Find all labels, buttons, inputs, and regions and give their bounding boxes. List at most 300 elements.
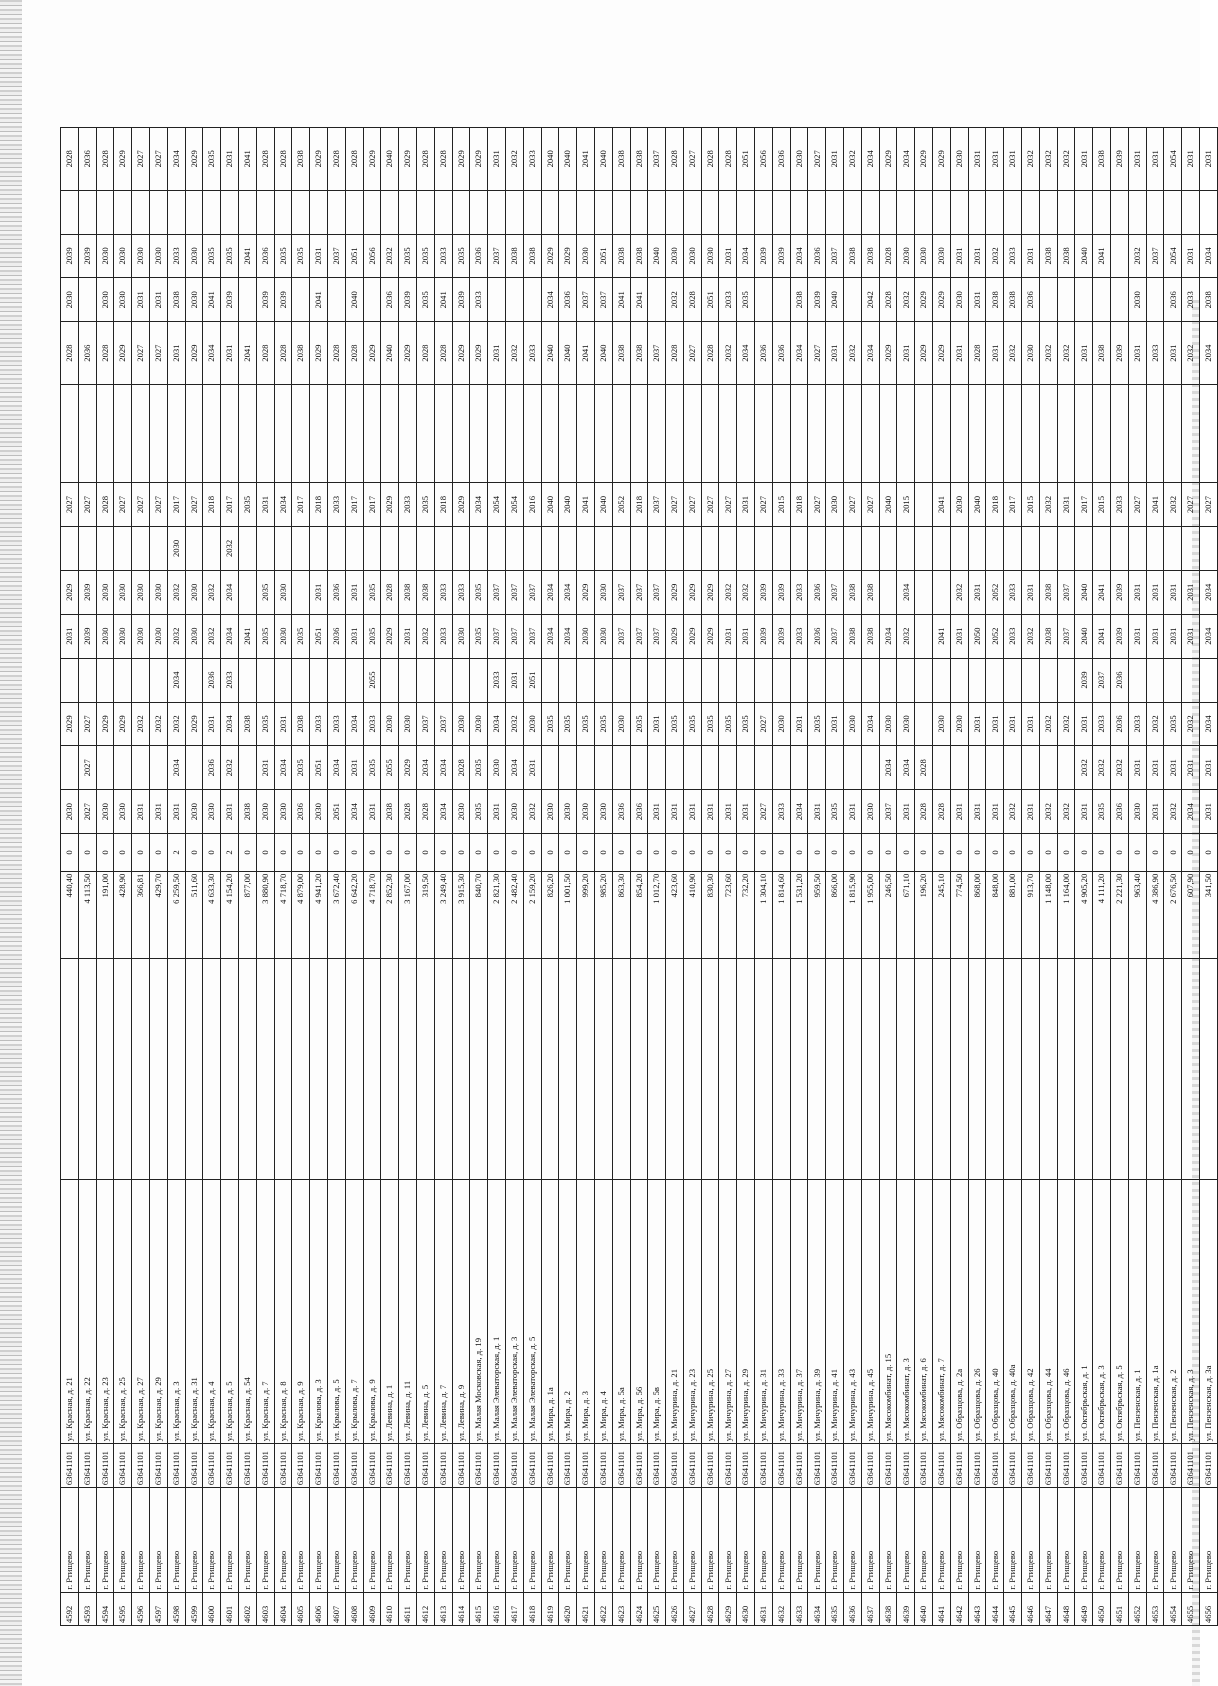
cell-year-b: 2031: [1164, 746, 1182, 790]
cell-year-f: 2036: [808, 570, 826, 614]
cell-year-m: [844, 190, 862, 234]
table-row: [719, 61, 737, 1626]
cell-year-f: 2030: [96, 570, 114, 614]
cell-year-m: [327, 190, 345, 234]
cell-year-a: 2035: [470, 790, 488, 834]
cell-year-e: 2039: [78, 614, 96, 658]
table-row: [523, 61, 541, 1626]
cell-year-f: 2037: [1057, 570, 1075, 614]
cell-year-f: 2038: [416, 570, 434, 614]
cell-year-e: 2035: [256, 614, 274, 658]
cell-area: 774,50: [950, 871, 968, 959]
cell-year-k: [327, 278, 345, 322]
cell-address: ул. Мичурина, д. 39: [808, 1179, 826, 1443]
cell-area: 3 672,40: [327, 871, 345, 959]
cell-year-m: [505, 190, 523, 234]
cell-year-l: 2028: [879, 234, 897, 278]
table-row: [737, 61, 755, 1626]
cell-year-f: 2031: [1022, 570, 1040, 614]
cell-year-i: [844, 384, 862, 482]
cell-area: 1 001,50: [559, 871, 577, 959]
cell-year-a: 2030: [559, 790, 577, 834]
cell-year-f: 2032: [719, 570, 737, 614]
cell-oktmo-code: 63641101: [185, 1444, 203, 1488]
cell-year-j: 2040: [594, 322, 612, 385]
cell-year-c: 2029: [96, 702, 114, 746]
cell-year-n: 2029: [879, 127, 897, 190]
cell-year-i: [114, 384, 132, 482]
cell-year-e: 2034: [559, 614, 577, 658]
cell-year-h: 2041: [1146, 483, 1164, 527]
cell-address: ул. Мира, д. 5а: [612, 1179, 630, 1443]
cell-year-l: 2030: [701, 234, 719, 278]
cell-notes: [701, 959, 719, 1179]
cell-year-f: 2033: [1004, 570, 1022, 614]
cell-year-d: [630, 658, 648, 702]
cell-row-number: 4608: [345, 1592, 363, 1625]
cell-year-i: [541, 384, 559, 482]
cell-year-h: 2040: [594, 483, 612, 527]
cell-notes: [683, 959, 701, 1179]
cell-oktmo-code: 63641101: [577, 1444, 595, 1488]
cell-year-k: [648, 278, 666, 322]
cell-year-d: 2037: [1093, 658, 1111, 702]
cell-year-e: 2038: [1039, 614, 1057, 658]
cell-year-e: 2031: [61, 614, 79, 658]
cell-year-b: 2034: [167, 746, 185, 790]
cell-year-d: [114, 658, 132, 702]
cell-area: 245,10: [933, 871, 951, 959]
cell-year-n: 2040: [381, 127, 399, 190]
cell-address: ул. Малая Элеваторская, д. 1: [488, 1179, 506, 1443]
cell-settlement: г. Ртищево: [505, 1488, 523, 1592]
cell-year-a: 2030: [594, 790, 612, 834]
cell-year-b: 2031: [345, 746, 363, 790]
table-row: [185, 61, 203, 1626]
cell-year-a: 2031: [950, 790, 968, 834]
table-row: [132, 61, 150, 1626]
cell-year-k: 2039: [274, 278, 292, 322]
cell-year-n: 2028: [701, 127, 719, 190]
cell-area: 2 852,30: [381, 871, 399, 959]
cell-year-d: 2055: [363, 658, 381, 702]
cell-year-f: 2031: [1128, 570, 1146, 614]
table-row: [274, 61, 292, 1626]
cell-category: 0: [701, 834, 719, 872]
cell-year-i: [78, 384, 96, 482]
cell-notes: [238, 959, 256, 1179]
cell-year-l: 2038: [844, 234, 862, 278]
cell-year-m: [470, 190, 488, 234]
cell-year-m: [61, 190, 79, 234]
cell-year-n: 2027: [132, 127, 150, 190]
cell-address: ул. Красная, д. 21: [61, 1179, 79, 1443]
cell-address: ул. Мичурина, д. 45: [861, 1179, 879, 1443]
cell-year-e: 2039: [772, 614, 790, 658]
cell-oktmo-code: 63641101: [1022, 1444, 1040, 1488]
cell-year-n: 2031: [1075, 127, 1093, 190]
cell-settlement: г. Ртищево: [1182, 1488, 1200, 1592]
cell-year-j: 2028: [327, 322, 345, 385]
cell-area: 4 386,90: [1146, 871, 1164, 959]
cell-year-a: 2031: [683, 790, 701, 834]
cell-year-c: 2027: [755, 702, 773, 746]
cell-year-a: 2030: [61, 790, 79, 834]
cell-year-c: 2034: [1200, 702, 1218, 746]
cell-oktmo-code: 63641101: [701, 1444, 719, 1488]
cell-year-i: [381, 384, 399, 482]
cell-year-b: [1039, 746, 1057, 790]
cell-year-l: 2030: [683, 234, 701, 278]
cell-year-h: 2018: [310, 483, 328, 527]
cell-address: ул. Крылова, д. 7: [345, 1179, 363, 1443]
cell-year-g: [772, 527, 790, 571]
cell-address: ул. Красная, д. 27: [132, 1179, 150, 1443]
cell-year-d: [256, 658, 274, 702]
cell-year-l: 2036: [256, 234, 274, 278]
cell-year-f: 2034: [1200, 570, 1218, 614]
cell-year-h: 2030: [950, 483, 968, 527]
cell-address: ул. Мичурина, д. 23: [683, 1179, 701, 1443]
cell-year-j: 2029: [915, 322, 933, 385]
cell-oktmo-code: 63641101: [381, 1444, 399, 1488]
cell-area: 959,50: [808, 871, 826, 959]
cell-address: ул. Левина, д. 1: [381, 1179, 399, 1443]
cell-year-b: 2034: [274, 746, 292, 790]
cell-settlement: г. Ртищево: [630, 1488, 648, 1592]
cell-year-a: 2032: [1004, 790, 1022, 834]
cell-year-f: 2031: [1182, 570, 1200, 614]
cell-year-j: 2032: [1004, 322, 1022, 385]
cell-area: 3 915,30: [452, 871, 470, 959]
cell-year-m: [772, 190, 790, 234]
cell-year-b: [1022, 746, 1040, 790]
cell-area: 341,50: [1200, 871, 1218, 959]
cell-year-h: 2034: [470, 483, 488, 527]
cell-year-h: 2033: [399, 483, 417, 527]
table-row: [897, 61, 915, 1626]
cell-year-l: [1111, 234, 1129, 278]
cell-settlement: г. Ртищево: [1093, 1488, 1111, 1592]
cell-year-n: 2029: [310, 127, 328, 190]
cell-year-e: 2037: [523, 614, 541, 658]
cell-year-h: 2018: [434, 483, 452, 527]
cell-year-c: 2030: [381, 702, 399, 746]
cell-year-i: [399, 384, 417, 482]
cell-oktmo-code: 63641101: [310, 1444, 328, 1488]
cell-year-n: 2038: [612, 127, 630, 190]
cell-year-a: 2034: [1182, 790, 1200, 834]
table-body: [61, 61, 1218, 1626]
cell-oktmo-code: 63641101: [683, 1444, 701, 1488]
cell-year-i: [666, 384, 684, 482]
cell-year-e: 2039: [1111, 614, 1129, 658]
cell-notes: [434, 959, 452, 1179]
cell-year-c: 2035: [666, 702, 684, 746]
cell-oktmo-code: 63641101: [221, 1444, 239, 1488]
cell-notes: [844, 959, 862, 1179]
cell-oktmo-code: 63641101: [541, 1444, 559, 1488]
cell-year-l: 2029: [559, 234, 577, 278]
cell-year-g: [470, 527, 488, 571]
cell-year-m: [1200, 190, 1218, 234]
table-row: [416, 61, 434, 1626]
cell-year-f: 2030: [149, 570, 167, 614]
cell-area: 4 905,20: [1075, 871, 1093, 959]
cell-year-c: 2030: [844, 702, 862, 746]
cell-row-number: 4647: [1039, 1592, 1057, 1625]
cell-year-m: [203, 190, 221, 234]
cell-year-b: [950, 746, 968, 790]
cell-notes: [790, 959, 808, 1179]
cell-year-j: 2032: [1182, 322, 1200, 385]
cell-year-k: 2035: [416, 278, 434, 322]
cell-year-m: [78, 190, 96, 234]
cell-year-k: 2051: [701, 278, 719, 322]
cell-category: 0: [986, 834, 1004, 872]
cell-year-a: 2028: [399, 790, 417, 834]
cell-year-h: 2035: [416, 483, 434, 527]
cell-year-b: [986, 746, 1004, 790]
cell-year-b: [683, 746, 701, 790]
cell-year-m: [861, 190, 879, 234]
cell-year-n: 2031: [1182, 127, 1200, 190]
cell-year-m: [1128, 190, 1146, 234]
cell-row-number: 4628: [701, 1592, 719, 1625]
cell-oktmo-code: 63641101: [897, 1444, 915, 1488]
cell-notes: [203, 959, 221, 1179]
cell-year-h: 2017: [363, 483, 381, 527]
cell-year-i: [1039, 384, 1057, 482]
cell-oktmo-code: 63641101: [808, 1444, 826, 1488]
cell-row-number: 4645: [1004, 1592, 1022, 1625]
cell-year-g: [363, 527, 381, 571]
cell-year-g: [648, 527, 666, 571]
cell-year-a: 2036: [292, 790, 310, 834]
cell-year-k: [488, 278, 506, 322]
cell-year-d: 2039: [1075, 658, 1093, 702]
cell-year-m: [345, 190, 363, 234]
cell-year-f: 2037: [612, 570, 630, 614]
cell-area: 429,70: [149, 871, 167, 959]
cell-year-k: 2038: [1200, 278, 1218, 322]
cell-year-i: [861, 384, 879, 482]
cell-year-c: 2031: [986, 702, 1004, 746]
cell-year-e: 2041: [238, 614, 256, 658]
cell-year-c: 2031: [790, 702, 808, 746]
cell-category: 0: [292, 834, 310, 872]
cell-year-e: 2036: [808, 614, 826, 658]
cell-year-b: [594, 746, 612, 790]
cell-year-k: 2042: [861, 278, 879, 322]
cell-address: ул. Красная, д. 8: [274, 1179, 292, 1443]
cell-year-m: [666, 190, 684, 234]
cell-row-number: 4609: [363, 1592, 381, 1625]
cell-settlement: г. Ртищево: [790, 1488, 808, 1592]
cell-year-j: 2041: [577, 322, 595, 385]
cell-year-c: 2034: [861, 702, 879, 746]
cell-area: 246,50: [879, 871, 897, 959]
cell-year-n: 2035: [203, 127, 221, 190]
cell-year-h: 2018: [203, 483, 221, 527]
cell-category: 0: [630, 834, 648, 872]
cell-year-g: [666, 527, 684, 571]
cell-year-f: 2033: [452, 570, 470, 614]
scan-edge-noise: [0, 0, 22, 1686]
cell-year-e: 2030: [149, 614, 167, 658]
cell-year-a: 2038: [381, 790, 399, 834]
cell-settlement: г. Ртищево: [1164, 1488, 1182, 1592]
cell-year-h: [915, 483, 933, 527]
cell-area: 877,00: [238, 871, 256, 959]
cell-year-i: [683, 384, 701, 482]
cell-year-m: [1057, 190, 1075, 234]
table-row: [488, 61, 506, 1626]
table-row: [292, 61, 310, 1626]
cell-address: ул. Образцова, д. 46: [1057, 1179, 1075, 1443]
cell-year-c: 2031: [274, 702, 292, 746]
cell-year-h: 2040: [541, 483, 559, 527]
cell-year-c: 2032: [505, 702, 523, 746]
table-row: [559, 61, 577, 1626]
cell-year-k: 2030: [61, 278, 79, 322]
cell-year-b: [755, 746, 773, 790]
cell-year-n: 2031: [221, 127, 239, 190]
cell-area: 4 633,30: [203, 871, 221, 959]
cell-year-i: [1146, 384, 1164, 482]
cell-year-b: 2034: [416, 746, 434, 790]
cell-address: ул. Мира, д. 4: [594, 1179, 612, 1443]
cell-settlement: г. Ртищево: [844, 1488, 862, 1592]
cell-category: 0: [132, 834, 150, 872]
table-row: [594, 61, 612, 1626]
cell-area: 863,30: [612, 871, 630, 959]
cell-oktmo-code: 63641101: [1200, 1444, 1218, 1488]
cell-year-d: [541, 658, 559, 702]
cell-row-number: 4610: [381, 1592, 399, 1625]
cell-year-c: 2032: [1057, 702, 1075, 746]
cell-category: 0: [737, 834, 755, 872]
cell-year-d: [310, 658, 328, 702]
cell-year-i: [345, 384, 363, 482]
cell-year-f: 2052: [986, 570, 1004, 614]
cell-area: 830,30: [701, 871, 719, 959]
cell-year-k: 2036: [381, 278, 399, 322]
table-row: [203, 61, 221, 1626]
cell-year-f: 2037: [648, 570, 666, 614]
cell-year-i: [363, 384, 381, 482]
cell-year-b: 2027: [78, 746, 96, 790]
cell-oktmo-code: 63641101: [861, 1444, 879, 1488]
cell-settlement: г. Ртищево: [203, 1488, 221, 1592]
cell-year-a: 2030: [1128, 790, 1146, 834]
cell-year-i: [826, 384, 844, 482]
cell-year-a: 2033: [772, 790, 790, 834]
cell-notes: [345, 959, 363, 1179]
cell-year-e: 2029: [701, 614, 719, 658]
cell-row-number: 4651: [1111, 1592, 1129, 1625]
cell-year-h: 2027: [683, 483, 701, 527]
cell-year-j: 2028: [61, 322, 79, 385]
cell-category: 0: [808, 834, 826, 872]
cell-year-d: [950, 658, 968, 702]
cell-area: 1 304,10: [755, 871, 773, 959]
cell-category: 0: [1057, 834, 1075, 872]
cell-notes: [968, 959, 986, 1179]
cell-row-number: 4621: [577, 1592, 595, 1625]
cell-year-e: 2033: [1004, 614, 1022, 658]
cell-year-g: [1128, 527, 1146, 571]
cell-year-g: [505, 527, 523, 571]
cell-notes: [114, 959, 132, 1179]
cell-year-b: 2032: [221, 746, 239, 790]
cell-notes: [452, 959, 470, 1179]
cell-year-h: 2052: [612, 483, 630, 527]
cell-settlement: г. Ртищево: [96, 1488, 114, 1592]
cell-year-c: 2029: [61, 702, 79, 746]
cell-year-c: 2029: [114, 702, 132, 746]
table-row: [577, 61, 595, 1626]
cell-year-m: [1182, 190, 1200, 234]
cell-notes: [1057, 959, 1075, 1179]
cell-year-c: 2038: [292, 702, 310, 746]
table-row: [452, 61, 470, 1626]
cell-area: 196,20: [915, 871, 933, 959]
cell-year-g: [594, 527, 612, 571]
cell-year-d: [416, 658, 434, 702]
cell-year-i: [149, 384, 167, 482]
table-row: [96, 61, 114, 1626]
cell-year-h: 2031: [1057, 483, 1075, 527]
cell-year-l: 2031: [1182, 234, 1200, 278]
cell-address: ул. Пензенская, д. 1: [1128, 1179, 1146, 1443]
cell-row-number: 4616: [488, 1592, 506, 1625]
cell-year-d: 2036: [203, 658, 221, 702]
cell-year-j: 2036: [755, 322, 773, 385]
cell-year-b: [612, 746, 630, 790]
cell-notes: [132, 959, 150, 1179]
cell-year-e: 2032: [1022, 614, 1040, 658]
cell-year-f: 2031: [1164, 570, 1182, 614]
cell-year-b: [61, 746, 79, 790]
cell-year-a: 2030: [274, 790, 292, 834]
cell-row-number: 4639: [897, 1592, 915, 1625]
table-row: [434, 61, 452, 1626]
cell-year-d: [1164, 658, 1182, 702]
cell-year-e: 2030: [274, 614, 292, 658]
cell-year-e: 2052: [986, 614, 1004, 658]
cell-year-e: 2034: [1200, 614, 1218, 658]
cell-year-k: 2040: [826, 278, 844, 322]
cell-year-f: 2031: [968, 570, 986, 614]
cell-notes: [1075, 959, 1093, 1179]
cell-notes: [61, 959, 79, 1179]
cell-address: ул. Красная, д. 22: [78, 1179, 96, 1443]
cell-settlement: г. Ртищево: [523, 1488, 541, 1592]
cell-year-c: 2030: [772, 702, 790, 746]
cell-notes: [1039, 959, 1057, 1179]
cell-settlement: г. Ртищево: [1022, 1488, 1040, 1592]
cell-year-n: 2038: [630, 127, 648, 190]
cell-year-j: 2031: [1164, 322, 1182, 385]
cell-year-e: 2032: [897, 614, 915, 658]
cell-year-a: 2036: [630, 790, 648, 834]
cell-row-number: 4617: [505, 1592, 523, 1625]
cell-year-g: [1039, 527, 1057, 571]
cell-notes: [630, 959, 648, 1179]
cell-year-n: 2028: [274, 127, 292, 190]
cell-address: ул. Крылова, д. 3: [310, 1179, 328, 1443]
